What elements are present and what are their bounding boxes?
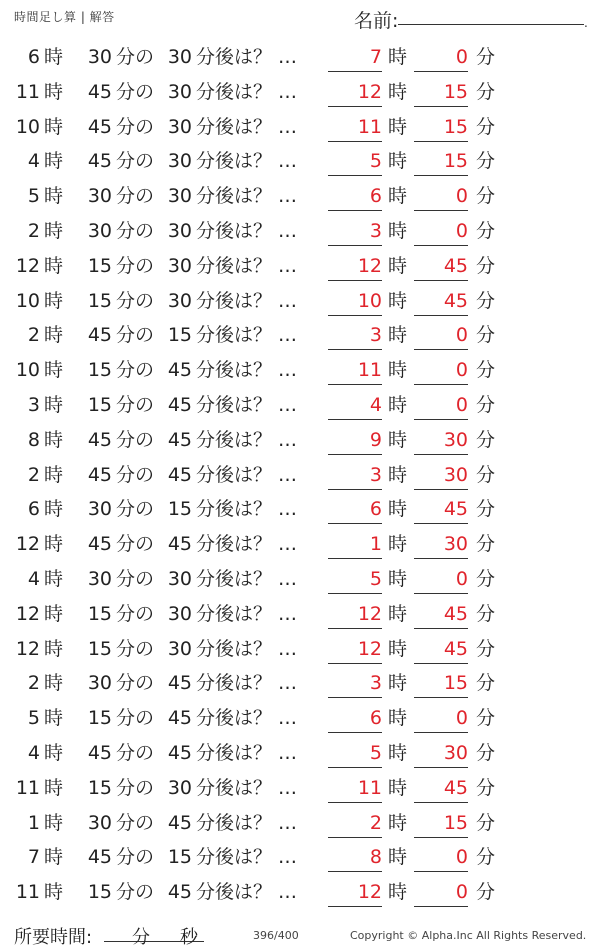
answer-minute-label: 分	[476, 498, 496, 521]
after-suffix: 分後は？ …	[196, 428, 298, 451]
answer-minute: 0	[414, 388, 468, 420]
hour-value: 2	[27, 219, 40, 242]
problem-row	[0, 492, 600, 527]
add-minutes-value: 30	[167, 115, 192, 138]
answer-hour: 12	[328, 875, 382, 907]
hour-label: 時	[44, 463, 64, 486]
answer-minute: 45	[414, 249, 468, 281]
hour-value: 12	[15, 602, 40, 625]
minute-value: 45	[87, 80, 112, 103]
hour-value: 5	[27, 707, 40, 730]
problem-row	[0, 284, 600, 319]
minute-of-label: 分の	[116, 602, 155, 625]
answer-minute: 15	[414, 666, 468, 698]
answer-minute: 45	[414, 771, 468, 803]
answer-hour-label: 時	[388, 80, 408, 103]
answer-hour-label: 時	[388, 567, 408, 590]
answer-minute-label: 分	[476, 567, 496, 590]
minute-of-label: 分の	[116, 115, 155, 138]
answer-minute-label: 分	[476, 289, 496, 312]
minute-of-label: 分の	[116, 567, 155, 590]
problem-row	[0, 458, 600, 493]
hour-label: 時	[44, 776, 64, 799]
minute-value: 15	[87, 393, 112, 416]
page-number: 396/400	[253, 929, 299, 942]
answer-hour: 5	[328, 562, 382, 594]
problem-list	[0, 40, 600, 910]
after-suffix: 分後は？ …	[196, 289, 298, 312]
hour-value: 11	[15, 80, 40, 103]
minute-of-label: 分の	[116, 811, 155, 834]
add-minutes-value: 15	[167, 324, 192, 347]
minute-value: 45	[87, 428, 112, 451]
hour-value: 7	[27, 846, 40, 869]
hour-label: 時	[44, 324, 64, 347]
answer-minute-label: 分	[476, 150, 496, 173]
minute-of-label: 分の	[116, 741, 155, 764]
add-minutes-value: 45	[167, 881, 192, 904]
answer-hour-label: 時	[388, 324, 408, 347]
problem-row	[0, 806, 600, 841]
time-minute-label: 分	[132, 927, 150, 948]
after-suffix: 分後は？ …	[196, 498, 298, 521]
hour-label: 時	[44, 602, 64, 625]
minute-value: 45	[87, 463, 112, 486]
answer-minute-label: 分	[476, 80, 496, 103]
problem-row	[0, 179, 600, 214]
minute-value: 30	[87, 672, 112, 695]
hour-label: 時	[44, 533, 64, 556]
after-suffix: 分後は？ …	[196, 672, 298, 695]
after-suffix: 分後は？ …	[196, 115, 298, 138]
hour-value: 11	[15, 776, 40, 799]
answer-hour-label: 時	[388, 115, 408, 138]
after-suffix: 分後は？ …	[196, 185, 298, 208]
add-minutes-value: 45	[167, 811, 192, 834]
answer-hour-label: 時	[388, 498, 408, 521]
minute-value: 45	[87, 846, 112, 869]
answer-minute: 0	[414, 40, 468, 72]
answer-hour-label: 時	[388, 533, 408, 556]
hour-label: 時	[44, 672, 64, 695]
answer-hour-label: 時	[388, 741, 408, 764]
problem-row	[0, 771, 600, 806]
answer-hour-label: 時	[388, 776, 408, 799]
hour-value: 6	[27, 46, 40, 68]
answer-minute: 45	[414, 492, 468, 524]
add-minutes-value: 30	[167, 602, 192, 625]
minute-of-label: 分の	[116, 219, 155, 242]
hour-label: 時	[44, 150, 64, 173]
add-minutes-value: 30	[167, 80, 192, 103]
minute-value: 15	[87, 881, 112, 904]
answer-hour: 5	[328, 736, 382, 768]
add-minutes-value: 30	[167, 150, 192, 173]
answer-minute-label: 分	[476, 324, 496, 347]
minute-value: 15	[87, 359, 112, 382]
problem-row	[0, 318, 600, 353]
minute-value: 45	[87, 324, 112, 347]
problem-row	[0, 388, 600, 423]
add-minutes-value: 45	[167, 463, 192, 486]
answer-minute: 30	[414, 736, 468, 768]
answer-hour-label: 時	[388, 463, 408, 486]
answer-hour-label: 時	[388, 428, 408, 451]
minute-of-label: 分の	[116, 881, 155, 904]
add-minutes-value: 30	[167, 46, 192, 68]
add-minutes-value: 30	[167, 289, 192, 312]
minute-value: 30	[87, 46, 112, 68]
hour-value: 10	[15, 359, 40, 382]
minute-value: 15	[87, 602, 112, 625]
answer-hour: 8	[328, 840, 382, 872]
answer-minute-label: 分	[476, 115, 496, 138]
after-suffix: 分後は？ …	[196, 567, 298, 590]
answer-hour-label: 時	[388, 359, 408, 382]
minute-of-label: 分の	[116, 46, 155, 68]
hour-label: 時	[44, 115, 64, 138]
answer-minute-label: 分	[476, 637, 496, 660]
copyright: Copyright © Alpha.Inc All Rights Reserved.	[350, 929, 587, 942]
after-suffix: 分後は？ …	[196, 602, 298, 625]
answer-minute: 0	[414, 318, 468, 350]
answer-minute: 0	[414, 562, 468, 594]
minute-of-label: 分の	[116, 463, 155, 486]
answer-minute: 45	[414, 597, 468, 629]
hour-value: 11	[15, 881, 40, 904]
after-suffix: 分後は？ …	[196, 881, 298, 904]
name-field-line	[398, 24, 584, 25]
answer-minute-label: 分	[476, 811, 496, 834]
minute-value: 15	[87, 707, 112, 730]
after-suffix: 分後は？ …	[196, 846, 298, 869]
problem-row	[0, 736, 600, 771]
answer-hour-label: 時	[388, 150, 408, 173]
minute-value: 45	[87, 115, 112, 138]
minute-of-label: 分の	[116, 707, 155, 730]
hour-label: 時	[44, 567, 64, 590]
add-minutes-value: 15	[167, 498, 192, 521]
problem-row	[0, 666, 600, 701]
after-suffix: 分後は？ …	[196, 533, 298, 556]
answer-minute: 0	[414, 179, 468, 211]
answer-hour-label: 時	[388, 185, 408, 208]
minute-of-label: 分の	[116, 846, 155, 869]
add-minutes-value: 45	[167, 741, 192, 764]
add-minutes-value: 30	[167, 567, 192, 590]
add-minutes-value: 45	[167, 359, 192, 382]
name-label: 名前:	[354, 10, 399, 32]
answer-minute: 0	[414, 875, 468, 907]
minute-value: 45	[87, 741, 112, 764]
hour-label: 時	[44, 46, 64, 68]
answer-minute: 0	[414, 701, 468, 733]
answer-minute: 15	[414, 806, 468, 838]
answer-minute-label: 分	[476, 254, 496, 277]
answer-minute: 15	[414, 110, 468, 142]
minute-of-label: 分の	[116, 533, 155, 556]
answer-hour: 9	[328, 423, 382, 455]
answer-minute-label: 分	[476, 393, 496, 416]
hour-value: 2	[27, 463, 40, 486]
answer-hour-label: 時	[388, 219, 408, 242]
problem-row	[0, 423, 600, 458]
answer-hour-label: 時	[388, 254, 408, 277]
answer-minute-label: 分	[476, 359, 496, 382]
answer-hour-label: 時	[388, 811, 408, 834]
hour-label: 時	[44, 185, 64, 208]
add-minutes-value: 45	[167, 707, 192, 730]
answer-hour: 12	[328, 249, 382, 281]
problem-row	[0, 40, 600, 75]
problem-row	[0, 249, 600, 284]
minute-value: 30	[87, 811, 112, 834]
add-minutes-value: 45	[167, 533, 192, 556]
answer-hour: 3	[328, 214, 382, 246]
after-suffix: 分後は？ …	[196, 741, 298, 764]
answer-minute-label: 分	[476, 602, 496, 625]
answer-hour: 10	[328, 284, 382, 316]
hour-label: 時	[44, 637, 64, 660]
answer-minute: 30	[414, 423, 468, 455]
hour-label: 時	[44, 846, 64, 869]
minute-of-label: 分の	[116, 185, 155, 208]
answer-hour: 11	[328, 353, 382, 385]
after-suffix: 分後は？ …	[196, 637, 298, 660]
minute-of-label: 分の	[116, 428, 155, 451]
minute-of-label: 分の	[116, 289, 155, 312]
problem-row	[0, 75, 600, 110]
hour-value: 3	[27, 393, 40, 416]
answer-hour: 3	[328, 318, 382, 350]
answer-minute: 45	[414, 284, 468, 316]
add-minutes-value: 15	[167, 846, 192, 869]
after-suffix: 分後は？ …	[196, 254, 298, 277]
answer-hour: 4	[328, 388, 382, 420]
answer-hour: 3	[328, 666, 382, 698]
add-minutes-value: 45	[167, 428, 192, 451]
hour-value: 8	[27, 428, 40, 451]
minute-of-label: 分の	[116, 498, 155, 521]
answer-minute: 30	[414, 458, 468, 490]
add-minutes-value: 30	[167, 776, 192, 799]
hour-value: 12	[15, 637, 40, 660]
hour-value: 2	[27, 324, 40, 347]
answer-hour: 3	[328, 458, 382, 490]
after-suffix: 分後は？ …	[196, 46, 298, 68]
add-minutes-value: 30	[167, 254, 192, 277]
answer-hour: 12	[328, 632, 382, 664]
add-minutes-value: 30	[167, 185, 192, 208]
hour-label: 時	[44, 707, 64, 730]
hour-label: 時	[44, 80, 64, 103]
answer-minute-label: 分	[476, 533, 496, 556]
answer-minute: 45	[414, 632, 468, 664]
minute-value: 30	[87, 567, 112, 590]
answer-minute: 0	[414, 840, 468, 872]
answer-hour: 11	[328, 110, 382, 142]
hour-label: 時	[44, 393, 64, 416]
minute-of-label: 分の	[116, 150, 155, 173]
minute-value: 30	[87, 219, 112, 242]
answer-minute: 15	[414, 144, 468, 176]
answer-hour: 6	[328, 701, 382, 733]
hour-value: 4	[27, 150, 40, 173]
after-suffix: 分後は？ …	[196, 219, 298, 242]
problem-row	[0, 875, 600, 910]
after-suffix: 分後は？ …	[196, 324, 298, 347]
hour-value: 4	[27, 567, 40, 590]
answer-minute-label: 分	[476, 428, 496, 451]
answer-minute-label: 分	[476, 46, 496, 68]
after-suffix: 分後は？ …	[196, 811, 298, 834]
answer-hour-label: 時	[388, 707, 408, 730]
answer-hour-label: 時	[388, 602, 408, 625]
after-suffix: 分後は？ …	[196, 359, 298, 382]
problem-row	[0, 840, 600, 875]
problem-row	[0, 110, 600, 145]
minute-value: 30	[87, 185, 112, 208]
answer-minute-label: 分	[476, 741, 496, 764]
hour-value: 12	[15, 254, 40, 277]
problem-row	[0, 214, 600, 249]
after-suffix: 分後は？ …	[196, 463, 298, 486]
answer-minute: 0	[414, 214, 468, 246]
after-suffix: 分後は？ …	[196, 150, 298, 173]
minute-of-label: 分の	[116, 80, 155, 103]
after-suffix: 分後は？ …	[196, 80, 298, 103]
hour-value: 12	[15, 533, 40, 556]
minute-value: 45	[87, 533, 112, 556]
problem-row	[0, 562, 600, 597]
minute-value: 30	[87, 498, 112, 521]
hour-label: 時	[44, 741, 64, 764]
problem-row	[0, 353, 600, 388]
problem-row	[0, 144, 600, 179]
answer-minute-label: 分	[476, 846, 496, 869]
answer-hour: 6	[328, 492, 382, 524]
minute-value: 15	[87, 637, 112, 660]
hour-value: 10	[15, 289, 40, 312]
answer-hour: 2	[328, 806, 382, 838]
answer-hour: 12	[328, 75, 382, 107]
hour-value: 5	[27, 185, 40, 208]
sheet-title: 時間足し算 | 解答	[14, 10, 115, 24]
hour-label: 時	[44, 254, 64, 277]
minute-of-label: 分の	[116, 393, 155, 416]
answer-hour-label: 時	[388, 289, 408, 312]
answer-hour-label: 時	[388, 881, 408, 904]
answer-minute-label: 分	[476, 463, 496, 486]
hour-label: 時	[44, 359, 64, 382]
time-required-label: 所要時間:	[14, 927, 93, 948]
answer-minute: 0	[414, 353, 468, 385]
problem-row	[0, 527, 600, 562]
hour-label: 時	[44, 811, 64, 834]
answer-minute-label: 分	[476, 672, 496, 695]
answer-minute-label: 分	[476, 776, 496, 799]
answer-hour: 7	[328, 40, 382, 72]
answer-minute-label: 分	[476, 707, 496, 730]
answer-hour-label: 時	[388, 846, 408, 869]
answer-minute-label: 分	[476, 881, 496, 904]
after-suffix: 分後は？ …	[196, 776, 298, 799]
answer-minute-label: 分	[476, 219, 496, 242]
add-minutes-value: 45	[167, 393, 192, 416]
answer-minute: 15	[414, 75, 468, 107]
time-second-label: 秒	[180, 927, 198, 948]
answer-minute-label: 分	[476, 185, 496, 208]
hour-label: 時	[44, 289, 64, 312]
problem-row	[0, 701, 600, 736]
answer-hour: 12	[328, 597, 382, 629]
hour-label: 時	[44, 881, 64, 904]
add-minutes-value: 30	[167, 637, 192, 660]
minute-of-label: 分の	[116, 672, 155, 695]
minute-of-label: 分の	[116, 776, 155, 799]
minute-value: 15	[87, 289, 112, 312]
minute-value: 45	[87, 150, 112, 173]
answer-hour: 6	[328, 179, 382, 211]
hour-value: 1	[27, 811, 40, 834]
hour-label: 時	[44, 219, 64, 242]
answer-hour-label: 時	[388, 46, 408, 68]
name-dot: .	[584, 16, 588, 30]
minute-of-label: 分の	[116, 359, 155, 382]
hour-value: 2	[27, 672, 40, 695]
hour-label: 時	[44, 498, 64, 521]
answer-hour: 11	[328, 771, 382, 803]
minute-of-label: 分の	[116, 637, 155, 660]
hour-value: 6	[27, 498, 40, 521]
answer-hour-label: 時	[388, 393, 408, 416]
minute-of-label: 分の	[116, 254, 155, 277]
answer-hour-label: 時	[388, 637, 408, 660]
answer-hour-label: 時	[388, 672, 408, 695]
answer-minute: 30	[414, 527, 468, 559]
after-suffix: 分後は？ …	[196, 393, 298, 416]
hour-label: 時	[44, 428, 64, 451]
minute-value: 15	[87, 776, 112, 799]
hour-value: 10	[15, 115, 40, 138]
minute-of-label: 分の	[116, 324, 155, 347]
add-minutes-value: 45	[167, 672, 192, 695]
minute-value: 15	[87, 254, 112, 277]
after-suffix: 分後は？ …	[196, 707, 298, 730]
problem-row	[0, 632, 600, 667]
answer-hour: 5	[328, 144, 382, 176]
problem-row	[0, 597, 600, 632]
answer-hour: 1	[328, 527, 382, 559]
hour-value: 4	[27, 741, 40, 764]
add-minutes-value: 30	[167, 219, 192, 242]
